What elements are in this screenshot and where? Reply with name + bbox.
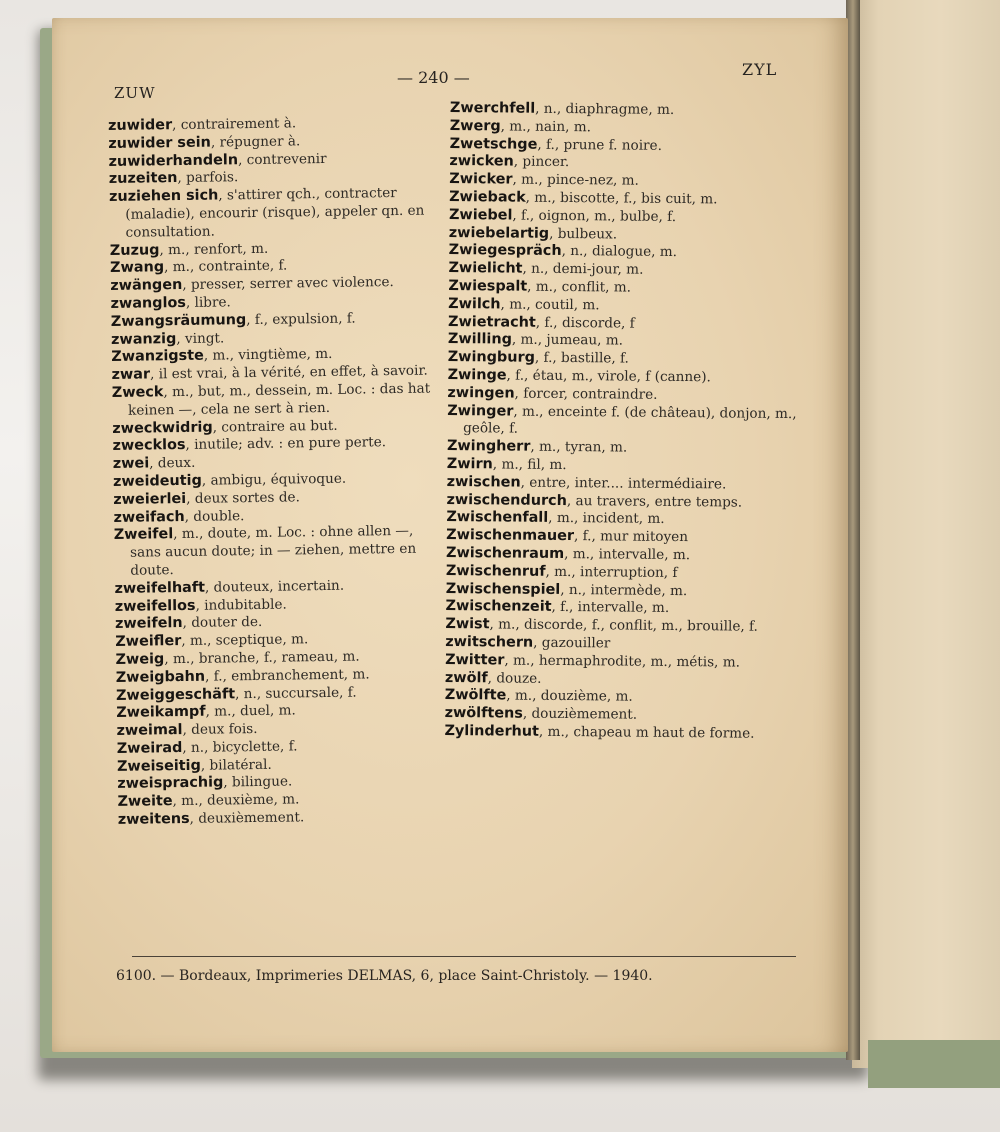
entry-headword: zwiebelartig	[448, 224, 550, 242]
entry-definition: , f., étau, m., virole, f (canne).	[506, 367, 711, 386]
entry-headword: Zwieback	[449, 188, 526, 206]
entry-headword: zwitschern	[445, 633, 534, 651]
entry-headword: zwängen	[110, 277, 183, 295]
entry-definition: , f., embranchement, m.	[204, 666, 370, 685]
entry-headword: zuwider	[108, 117, 173, 134]
printer-imprint: 6100. — Bordeaux, Imprimeries DELMAS, 6, place Saint-Christoly. — 1940.	[116, 968, 653, 984]
entry-definition: , m., nain, m.	[500, 118, 592, 136]
entry-headword: Zwanzigste	[111, 348, 204, 366]
entry-definition: , forcer, contraindre.	[514, 385, 658, 403]
entry-definition: , bilatéral.	[200, 756, 272, 774]
left-column	[108, 113, 448, 829]
entry-headword: Zweite	[117, 793, 173, 811]
entry-headword: Zweikampf	[116, 703, 206, 722]
entry-definition: , m., vingtième, m.	[203, 346, 333, 365]
entry-definition: , douter de.	[182, 614, 263, 632]
entry-definition: , il est vrai, à la vérité, en effet, à savoir.	[149, 362, 428, 383]
entry-definition: , au travers, entre temps.	[566, 492, 743, 511]
entry-headword: zweifach	[113, 508, 185, 526]
entry-definition: , f., mur mitoyen	[573, 528, 689, 546]
entry-headword: zweimal	[116, 722, 183, 740]
entry-headword: Zweirad	[116, 739, 183, 757]
entry-headword: Zwiegespräch	[448, 242, 562, 260]
entry-definition: , deux.	[149, 454, 196, 472]
entry-definition: , f., discorde, f	[535, 314, 635, 332]
entry-headword: Zuzug	[109, 241, 160, 259]
entry-headword: Zwischenspiel	[445, 580, 561, 598]
entry-headword: zuziehen sich	[108, 187, 219, 206]
entry-headword: Zwist	[445, 616, 490, 633]
entry-definition: , m., douzième, m.	[506, 687, 633, 705]
entry-definition: , f., prune f. noire.	[537, 136, 663, 154]
entry-headword: Zweck	[111, 384, 164, 401]
entry-definition: , m., incident, m.	[548, 510, 665, 528]
entry-headword: zuwiderhandeln	[108, 151, 239, 170]
entry-definition: , f., expulsion, f.	[246, 310, 356, 328]
page-header	[52, 18, 848, 108]
entry-headword: Zwerg	[449, 117, 501, 135]
entry-headword: zweitens	[117, 811, 190, 829]
entry-definition: , vingt.	[176, 329, 225, 347]
entry-headword: Zwicker	[449, 171, 513, 188]
entry-definition: , bilingue.	[223, 773, 293, 791]
book-gutter	[846, 0, 860, 1060]
entry-definition: , contraire au but.	[212, 417, 338, 436]
entry-definition: , libre.	[185, 294, 231, 311]
entry-headword: Zwölfte	[444, 687, 507, 704]
entry-definition: , gazouiller	[533, 634, 611, 652]
entry-definition: , deux fois.	[182, 721, 258, 739]
entry-definition: , deux sortes de.	[186, 489, 300, 507]
entry-definition: , m., intervalle, m.	[564, 545, 691, 564]
entry-headword: Zylinderhut	[444, 722, 540, 740]
entry-definition: , m., chapeau m haut de forme.	[538, 723, 755, 742]
entry-definition: , m., deuxième, m.	[172, 791, 300, 810]
entry-headword: Zwischenmauer	[446, 527, 575, 545]
entry-headword: Zweigbahn	[115, 668, 206, 686]
entry-headword: Zwingburg	[447, 349, 535, 366]
entry-definition: , contrevenir	[237, 150, 327, 168]
entry-definition: , m., biscotte, f., bis cuit, m.	[525, 189, 718, 208]
entry-definition: , m., interruption, f	[545, 563, 678, 581]
entry-headword: Zweifler	[115, 633, 182, 651]
entry-headword: Zwinger	[447, 402, 514, 420]
entry-headword: Zwang	[109, 259, 165, 277]
entry-headword: zwölf	[444, 669, 488, 686]
entry-headword: Zwilch	[448, 295, 501, 313]
entry-definition: , m., discorde, f., conflit, m., brouille, f.	[489, 616, 758, 635]
entry-headword: zuwider sein	[108, 134, 211, 152]
entry-headword: zweideutig	[112, 472, 202, 490]
entry-headword: Zwiespalt	[448, 277, 528, 295]
entry-headword: zweckwidrig	[112, 419, 213, 437]
entry-headword: zwanglos	[110, 294, 187, 312]
entry-headword: Zweig	[115, 651, 165, 668]
dictionary-page	[52, 18, 848, 1052]
entry-headword: zuzeiten	[108, 170, 178, 188]
entry-definition: , ambigu, équivoque.	[201, 470, 347, 489]
dictionary-entry	[109, 185, 440, 243]
entry-headword: zweifeln	[114, 615, 183, 633]
entry-definition: , f., intervalle, m.	[551, 599, 670, 617]
left-guide-word: ZUW	[114, 84, 156, 102]
entry-headword: Zweiggeschäft	[115, 685, 236, 704]
entry-headword: Zwischenzeit	[445, 598, 552, 616]
back-cover-edge	[868, 1040, 1000, 1088]
entry-headword: Zwingherr	[446, 438, 531, 455]
entry-definition: , m., enceinte f. (de château), donjon, m., geôle, f.	[463, 403, 797, 437]
entry-headword: zweierlei	[113, 490, 187, 508]
entry-headword: Zwerchfell	[449, 100, 536, 117]
entry-headword: zwischen	[446, 473, 521, 491]
entry-headword: Zwischenfall	[446, 509, 549, 527]
entry-definition: , m., pince-nez, m.	[512, 171, 639, 189]
entry-definition: , m., duel, m.	[205, 702, 296, 720]
entry-definition: , m., tyran, m.	[530, 438, 628, 456]
entry-headword: zweifellos	[114, 597, 196, 615]
entry-headword: zwar	[111, 366, 151, 384]
entry-definition: , bulbeux.	[549, 225, 618, 243]
entry-definition: , double.	[184, 507, 245, 525]
entry-definition: , n., demi-jour, m.	[522, 260, 644, 278]
footer-rule	[132, 956, 796, 957]
entry-definition: , s'attirer qch., contracter (maladie), encourir (risque), appeler qn. en consultation.	[125, 185, 425, 241]
entry-headword: Zwinge	[447, 366, 507, 384]
entry-headword: Zwielicht	[448, 260, 523, 277]
entry-definition: , douteux, incertain.	[204, 577, 345, 596]
entry-definition: , entre, inter.... intermédiaire.	[520, 474, 727, 493]
entry-headword: Zwischenraum	[445, 544, 565, 562]
entry-definition: , f., oignon, m., bulbe, f.	[512, 207, 677, 225]
entry-definition: , n., succursale, f.	[234, 684, 357, 702]
entry-headword: Zwitter	[445, 651, 505, 669]
dictionary-entry	[444, 723, 794, 744]
entry-headword: Zweiseitig	[116, 757, 201, 775]
entry-headword: zwölftens	[444, 705, 523, 722]
entry-definition: , presser, serrer avec violence.	[182, 274, 394, 294]
entry-definition: , n., intermède, m.	[560, 581, 688, 599]
entry-definition: , m., but, m., dessein, m. Loc. : das hat keinen —, cela ne sert à rien.	[127, 380, 431, 419]
dictionary-entry	[447, 403, 797, 442]
entry-headword: zweisprachig	[117, 774, 224, 793]
entry-headword: Zwilling	[447, 331, 512, 348]
entry-headword: zwischendurch	[446, 491, 567, 509]
entry-headword: Zwischenruf	[445, 562, 546, 580]
entry-definition: , f., bastille, f.	[534, 349, 629, 367]
entry-definition: , m., fil, m.	[492, 456, 567, 473]
dictionary-entry	[112, 380, 442, 420]
right-column	[444, 100, 800, 744]
entry-definition: , contrairement à.	[172, 115, 297, 134]
entry-definition: , pincer.	[513, 153, 570, 171]
entry-definition: , m., coutil, m.	[500, 296, 600, 314]
entry-definition: , indubitable.	[195, 596, 287, 614]
entry-headword: zwingen	[447, 384, 515, 402]
entry-definition: , douzièmement.	[522, 705, 638, 723]
entry-definition: , m., doute, m. Loc. : ohne allen —, sans aucun doute; in — ziehen, mettre en doute.	[129, 523, 417, 579]
entry-headword: Zwiebel	[448, 206, 513, 224]
page-number: — 240 —	[397, 68, 470, 87]
entry-headword: Zwietracht	[447, 313, 536, 331]
right-guide-word: ZYL	[742, 60, 778, 79]
entry-definition: , n., dialogue, m.	[561, 243, 678, 261]
entry-definition: , m., conflit, m.	[527, 278, 632, 296]
entry-headword: Zweifel	[113, 526, 174, 544]
facing-page	[852, 0, 1000, 1068]
entry-headword: zwanzig	[110, 330, 177, 348]
entry-definition: , douze.	[487, 669, 542, 687]
entry-definition: , inutile; adv. : en pure perte.	[185, 434, 387, 454]
entry-headword: zwicken	[449, 153, 514, 170]
entry-headword: Zwangsräumung	[110, 311, 247, 330]
entry-headword: zweifelhaft	[114, 579, 206, 597]
entry-definition: , m., renfort, m.	[159, 240, 269, 258]
entry-headword: Zwetschge	[449, 135, 538, 153]
entry-headword: zwei	[112, 455, 150, 473]
entry-definition: , n., diaphragme, m.	[535, 100, 675, 118]
entry-definition: , répugner à.	[210, 133, 301, 151]
entry-definition: , m., jumeau, m.	[511, 331, 624, 349]
entry-headword: zwecklos	[112, 437, 186, 455]
entry-definition: , m., contrainte, f.	[163, 257, 288, 276]
entry-definition: , m., branche, f., rameau, m.	[164, 648, 360, 668]
entry-definition: , m., hermaphrodite, m., métis, m.	[504, 652, 741, 671]
entry-definition: , n., bicyclette, f.	[182, 738, 298, 756]
dictionary-entry	[118, 807, 448, 829]
entry-headword: Zwirn	[446, 455, 493, 473]
entry-definition: , parfois.	[177, 169, 239, 187]
entry-definition: , m., sceptique, m.	[181, 631, 309, 650]
entry-definition: , deuxièmement.	[189, 809, 305, 828]
dictionary-entry	[114, 523, 445, 581]
